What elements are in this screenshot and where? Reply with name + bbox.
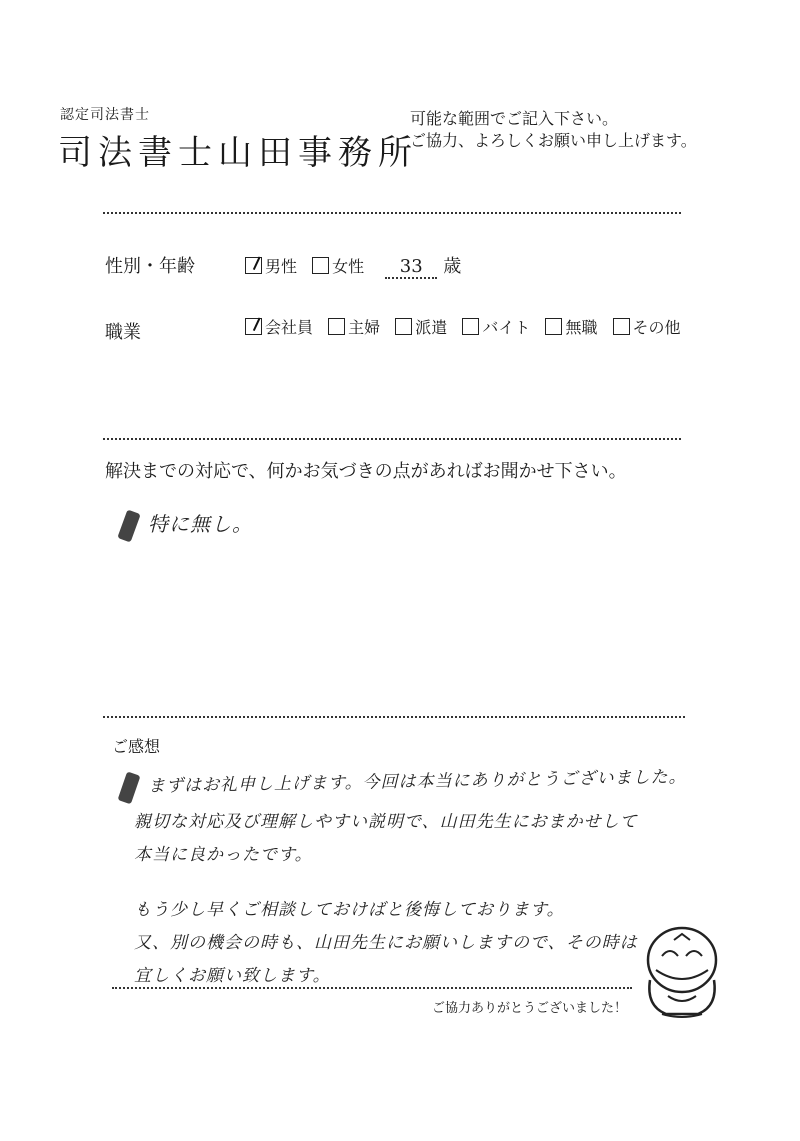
impressions-title: ご感想	[112, 737, 161, 756]
impressions-body[interactable]	[122, 767, 687, 986]
occupation-option[interactable]	[245, 318, 313, 337]
thanks-message: ご協力ありがとうございました！	[432, 1001, 628, 1016]
occupation-option-label: 派遣	[415, 318, 448, 337]
answer-text: 特に無し。	[148, 512, 253, 536]
occupation-option[interactable]	[395, 318, 447, 337]
question-text: 解決までの対応で、何かお気づきの点があればお聞かせ下さい。	[105, 461, 627, 482]
occupation-option-label: バイト	[482, 318, 531, 337]
checkbox-icon[interactable]	[462, 318, 479, 335]
occupation-option[interactable]	[545, 318, 597, 337]
impression-line: 宜しくお願い致します。	[134, 965, 331, 986]
occupation-option-label: 会社員	[265, 318, 314, 337]
pen-mark-icon	[118, 771, 141, 804]
intro-line-2: ご協力、よろしくお願い申し上げます。	[410, 131, 697, 150]
occupation-option-label: 主婦	[348, 318, 381, 337]
checkbox-icon[interactable]	[328, 318, 345, 335]
age-unit: 歳	[443, 256, 462, 277]
impression-line: 又、別の機会の時も、山田先生にお願いしますので、その時は	[134, 932, 638, 953]
occupation-option-label: その他	[632, 318, 681, 337]
occupation-option[interactable]	[328, 318, 380, 337]
age-field[interactable]: 33	[385, 256, 437, 279]
gender-option-male[interactable]	[245, 257, 302, 276]
checkbox-icon[interactable]	[395, 318, 412, 335]
impression-line: まずはお礼申し上げます。今回は本当にありがとうございました。	[147, 767, 687, 797]
checkbox-icon[interactable]	[545, 318, 562, 335]
occupation-option[interactable]	[613, 318, 681, 337]
office-name: 司法書士山田事務所	[58, 133, 418, 173]
gender-option-female[interactable]	[312, 257, 369, 276]
occupation-label: 職業	[105, 322, 141, 343]
bowing-mascot-icon	[632, 918, 732, 1027]
checkbox-checked-icon[interactable]	[245, 257, 262, 274]
pen-mark-icon	[117, 509, 140, 542]
divider	[103, 212, 681, 214]
occupation-option-label: 無職	[565, 318, 598, 337]
checkbox-icon[interactable]	[613, 318, 630, 335]
checkbox-checked-icon[interactable]	[245, 318, 262, 335]
impression-line: 親切な対応及び理解しやすい説明で、山田先生におまかせして	[134, 811, 638, 832]
impression-line: もう少し早くご相談しておけばと後悔しております。	[134, 899, 565, 920]
checkbox-icon[interactable]	[312, 257, 329, 274]
office-certification-label: 認定司法書士	[60, 107, 150, 123]
divider	[103, 716, 685, 718]
occupation-option[interactable]	[462, 318, 530, 337]
intro-text	[410, 108, 697, 152]
divider	[112, 987, 632, 989]
question-answer[interactable]	[122, 508, 253, 541]
impression-line: 本当に良かったです。	[134, 844, 313, 865]
gender-female-label: 女性	[332, 257, 365, 276]
gender-age-label: 性別・年齢	[105, 256, 195, 277]
gender-male-label: 男性	[265, 257, 298, 276]
occupation-options	[245, 315, 691, 338]
intro-line-1: 可能な範囲でご記入下さい。	[410, 109, 619, 128]
gender-age-row	[245, 252, 461, 279]
divider	[103, 438, 681, 440]
